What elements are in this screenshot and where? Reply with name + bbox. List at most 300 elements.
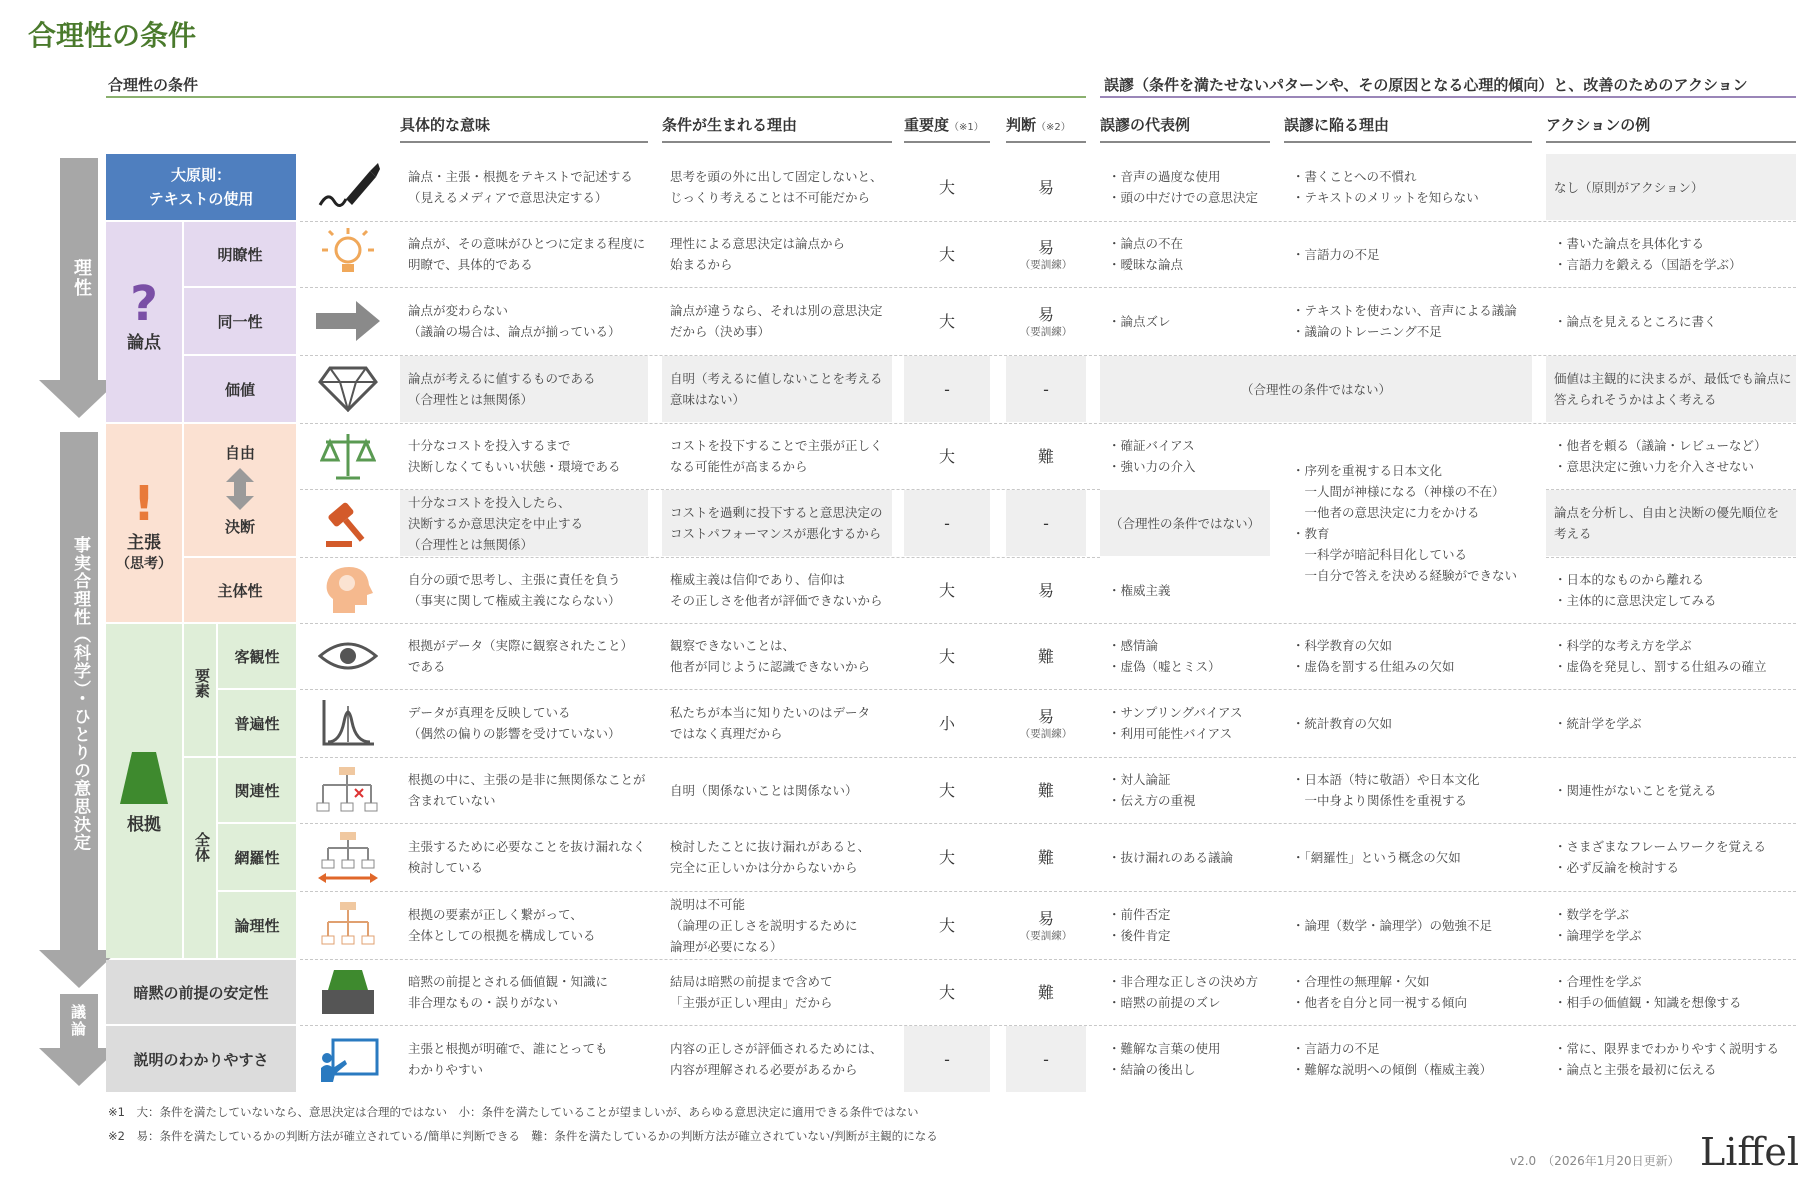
row-label-value: 価値 — [184, 356, 296, 422]
importance-value: - — [944, 1049, 950, 1069]
cell-reason-line: 結局は暗黙の前提まで含めて — [670, 974, 833, 989]
cell-fallacy-reason-line: ・他者を自分と同一視する傾向 — [1292, 995, 1468, 1010]
cell-reason — [670, 624, 892, 688]
cell-meaning-line: 明瞭で、具体的である — [408, 257, 533, 272]
cell-fallacy-line: ・確証バイアス — [1108, 438, 1195, 453]
importance-value: 大 — [938, 646, 955, 666]
footnote-2: ※2 易：条件を満たしているかの判断方法が確立されている/簡単に判断できる 難：条件を満たしているかの判断方法が確立されていない/判断が主観的になる — [108, 1129, 938, 1143]
cell-action-line: 論点を分析し、自由と決断の優先順位を — [1554, 505, 1780, 520]
cell-fallacy-reason-line: ・テキストを使わない、音声による議論 — [1292, 303, 1517, 318]
cell-importance — [904, 154, 990, 220]
judgment-note: （要訓練） — [1019, 258, 1073, 271]
cell-reason-line: コストを投下することで主張が正しく — [670, 438, 883, 453]
cell-fallacy — [1108, 154, 1270, 220]
cell-meaning-line: わかりやすい — [408, 1062, 484, 1077]
cell-importance — [904, 960, 990, 1024]
cell-judgment — [1006, 222, 1086, 286]
cell-fallacy-line: ・伝え方の重視 — [1108, 793, 1196, 808]
judgment-value: - — [1043, 513, 1049, 533]
cell-reason — [670, 356, 892, 422]
cell-judgment — [1006, 824, 1086, 890]
cell-judgment — [1006, 490, 1086, 556]
section-underline-right — [1100, 96, 1796, 98]
version-text: v2.0 （2026年1月20日更新） — [1510, 1154, 1680, 1168]
cell-fallacy — [1108, 892, 1270, 958]
cell-meaning-line: 含まれていない — [408, 793, 496, 808]
cell-meaning-line: 非合理なもの・誤りがない — [408, 995, 559, 1010]
section-label-fallacy: 誤謬（条件を満たせないパターンや、その原因となる心理的傾向）と、改善のためのアクション — [1104, 76, 1748, 94]
cell-action — [1554, 758, 1796, 822]
cell-fallacy — [1108, 1026, 1270, 1092]
importance-value: 大 — [938, 177, 955, 197]
cell-fallacy-reason-line: ・議論のトレーニング不足 — [1292, 324, 1442, 339]
cell-action-line: ・数学を学ぶ — [1554, 907, 1630, 922]
cell-meaning-line: （偶然の偏りの影響を受けていない） — [408, 726, 621, 741]
cell-fallacy-line: （合理性の条件ではない） — [1109, 515, 1260, 531]
importance-value: 大 — [938, 446, 955, 466]
cell-judgment — [1006, 960, 1086, 1024]
row-label-freedom: 自由 — [224, 444, 255, 462]
brain-icon — [300, 558, 396, 622]
cell-fallacy-reason — [1292, 758, 1532, 822]
pen-icon — [300, 154, 396, 220]
cell-action — [1554, 154, 1796, 220]
cell-fallacy — [1108, 690, 1270, 756]
row-label-explanation: 説明のわかりやすさ — [106, 1026, 296, 1092]
cell-meaning-line: 検討している — [408, 860, 484, 875]
group-evidence-label: 根拠 — [127, 815, 161, 835]
diamond-icon — [300, 356, 396, 422]
cell-action — [1554, 1026, 1796, 1092]
cell-meaning — [408, 892, 648, 958]
cell-fallacy-reason-line: ・テキストのメリットを知らない — [1292, 190, 1479, 205]
cell-reason-line: コストパフォーマンスが悪化するから — [670, 526, 882, 541]
exclamation-icon: ! — [133, 476, 155, 532]
cell-meaning-line: 十分なコストを投入するまで — [408, 438, 571, 453]
cell-importance — [904, 222, 990, 286]
cell-reason-line: 自明（考えるに値しないことを考える — [670, 371, 883, 386]
cell-reason-line: 理性による意思決定は論点から — [670, 236, 846, 251]
cell-meaning-line: 決断するか意思決定を中止する — [408, 515, 584, 531]
cell-reason-line: 意味はない） — [670, 392, 746, 407]
cell-meaning — [408, 690, 648, 756]
presentation-icon — [300, 1026, 396, 1092]
cell-fallacy-reason — [1292, 288, 1532, 354]
cell-reason-line: 私たちが本当に知りたいのはデータ — [670, 705, 871, 720]
cell-fallacy-line: ・虚偽（嘘とミス） — [1108, 659, 1221, 674]
cell-judgment — [1006, 424, 1086, 488]
cell-fallacy — [1108, 960, 1270, 1024]
cell-reason — [670, 690, 892, 756]
cell-meaning-line: 論点が考えるに値するものである — [408, 371, 596, 386]
cell-fallacy — [1108, 424, 1270, 488]
cell-reason — [670, 490, 892, 556]
cell-action-line: 価値は主観的に決まるが、最低でも論点に — [1554, 371, 1792, 386]
importance-value: - — [944, 379, 950, 399]
cell-action-line: ・論理学を学ぶ — [1554, 928, 1642, 943]
cell-meaning-line: である — [408, 659, 446, 674]
cell-fallacy-line: ・論点ズレ — [1108, 313, 1171, 329]
cell-meaning-line: 主張するために必要なことを抜け漏れなく — [408, 839, 646, 854]
group-issue-label: 論点 — [127, 333, 161, 353]
importance-value: 大 — [938, 847, 955, 867]
cell-importance — [904, 892, 990, 958]
cell-meaning — [408, 960, 648, 1024]
importance-value: 大 — [938, 311, 955, 331]
cell-reason-line: 論理が必要になる） — [670, 938, 783, 954]
cell-action — [1554, 490, 1796, 556]
cell-fallacy-line: ・曖昧な論点 — [1108, 257, 1184, 272]
cell-reason — [670, 288, 892, 354]
cell-reason-line: 思考を頭の外に出して固定しないと、 — [670, 169, 883, 184]
cell-fallacy-line: ・強い力の介入 — [1108, 459, 1196, 474]
cell-fallacy-reason-line: 一他者の意思決定に力をかける — [1292, 505, 1480, 520]
cell-action-line: ・日本的なものから離れる — [1554, 572, 1705, 587]
freedom-decision-block — [184, 424, 296, 556]
cell-fallacy-reason — [1292, 154, 1532, 220]
cell-fallacy-line: ・暗黙の前提のズレ — [1108, 995, 1221, 1010]
judgment-value: 易 — [1037, 177, 1054, 197]
group-claim-label: 主張 — [127, 533, 161, 553]
cell-reason-line: 説明は不可能 — [670, 896, 746, 912]
cell-action-line: ・論点を見えるところに書く — [1554, 313, 1717, 329]
cell-judgment — [1006, 758, 1086, 822]
cell-fallacy-reason-line: ・論理（数学・論理学）の勉強不足 — [1292, 917, 1493, 933]
cell-fallacy-line: ・結論の後出し — [1108, 1062, 1196, 1077]
cell-meaning-line: 主張と根拠が明確で、誰にとっても — [408, 1041, 608, 1056]
cell-fallacy — [1108, 824, 1270, 890]
cell-fallacy-line: ・難解な言葉の使用 — [1108, 1041, 1221, 1056]
cell-action-line: ・相手の価値観・知識を想像する — [1554, 995, 1742, 1010]
cell-fallacy-reason — [1292, 690, 1532, 756]
cell-fallacy-reason-line: ・教育 — [1292, 526, 1330, 541]
section-underline-left — [106, 96, 1086, 98]
header-fallacy: 誤謬の代表例 — [1100, 114, 1270, 143]
cell-reason-line: 論点が違うなら、それは別の意思決定 — [670, 303, 883, 318]
cell-action-line: ・虚偽を発見し、罰する仕組みの確立 — [1554, 659, 1767, 674]
cell-fallacy-line: ・サンプリングバイアス — [1108, 705, 1243, 720]
cell-action — [1554, 624, 1796, 688]
importance-value: 大 — [938, 580, 955, 600]
cell-fallacy-reason — [1292, 892, 1532, 958]
judgment-value: 難 — [1037, 780, 1054, 800]
principle-label: 大原則： テキストの使用 — [106, 154, 296, 220]
row-label-relevance: 関連性 — [218, 758, 296, 822]
cell-meaning-line: 根拠がデータ（実際に観察されたこと） — [408, 638, 634, 653]
cell-reason — [670, 558, 892, 622]
cell-fallacy-reason-line: ・言語力の不足 — [1292, 246, 1380, 262]
judgment-value: 易 — [1037, 580, 1054, 600]
cell-meaning-line: 論点が、その意味がひとつに定まる程度に — [408, 236, 646, 251]
row-label-decision: 決断 — [224, 518, 255, 536]
cell-importance — [904, 558, 990, 622]
group-element — [184, 624, 216, 756]
cell-meaning — [408, 1026, 648, 1092]
page-title: 合理性の条件 — [28, 19, 197, 52]
cell-reason — [670, 1026, 892, 1092]
cell-reason-line: 権威主義は信仰であり、信仰は — [670, 572, 846, 587]
cell-reason — [670, 824, 892, 890]
cell-action — [1554, 356, 1796, 422]
cell-fallacy-reason-line: 一中身より関係性を重視する — [1292, 793, 1468, 808]
cell-meaning-line: 全体としての根拠を構成している — [408, 928, 596, 943]
row-label-universality: 普遍性 — [218, 690, 296, 756]
cell-meaning-line: （合理性とは無関係） — [408, 536, 534, 552]
judgment-value: 易 — [1037, 304, 1054, 324]
cell-meaning-line: （見えるメディアで意思決定する） — [408, 190, 608, 205]
judgment-value: - — [1043, 1049, 1049, 1069]
judgment-note: （要訓練） — [1019, 929, 1073, 942]
cell-reason — [670, 758, 892, 822]
cell-fallacy-line: ・後件肯定 — [1108, 928, 1171, 943]
group-evidence — [106, 624, 182, 958]
cell-fallacy-line: ・前件否定 — [1108, 907, 1171, 922]
cell-meaning — [408, 222, 648, 286]
cell-meaning-line: （合理性とは無関係） — [408, 392, 534, 407]
cell-judgment — [1006, 624, 1086, 688]
cell-fallacy-reason-line: ・日本語（特に敬語）や日本文化 — [1292, 772, 1480, 787]
cell-meaning — [408, 154, 648, 220]
header-fallacy-reason: 誤謬に陥る理由 — [1284, 114, 1532, 143]
eye-icon — [300, 624, 396, 688]
cell-reason-line: じっくり考えることは不可能だから — [670, 190, 871, 205]
cell-fallacy-reason-line: ・書くことへの不慣れ — [1292, 169, 1417, 184]
cell-fallacy-line: ・利用可能性バイアス — [1108, 726, 1233, 741]
cell-action-line: 考える — [1554, 526, 1592, 541]
row-label-coverage: 網羅性 — [218, 824, 296, 890]
arrow-right-icon — [300, 288, 396, 354]
cell-fallacy — [1108, 222, 1270, 286]
group-whole-label: 全体 — [193, 832, 211, 862]
cell-action-line: ・言語力を鍛える（国語を学ぶ） — [1554, 257, 1742, 272]
cell-meaning — [408, 424, 648, 488]
cell-action-line: なし（原則がアクション） — [1554, 179, 1704, 195]
cell-judgment — [1006, 1026, 1086, 1092]
importance-value: 大 — [938, 244, 955, 264]
cell-judgment — [1006, 288, 1086, 354]
cell-action-line: 答えられそうかはよく考える — [1554, 392, 1717, 407]
cell-reason — [670, 960, 892, 1024]
base-icon — [300, 960, 396, 1024]
cell-action-line: ・さまざまなフレームワークを覚える — [1554, 839, 1767, 854]
cell-action — [1554, 424, 1796, 488]
cell-reason-line: その正しさを他者が評価できないから — [670, 593, 883, 608]
brand-logo: Liffel — [1700, 1130, 1800, 1174]
cell-meaning-line: 自分の頭で思考し、主張に責任を負う — [408, 572, 621, 587]
judgment-note: （要訓練） — [1019, 727, 1073, 740]
judgment-value: 易 — [1037, 908, 1054, 928]
group-claim — [106, 424, 182, 622]
cell-reason-line: 検討したことに抜け漏れがあると、 — [670, 839, 871, 854]
cell-action — [1554, 960, 1796, 1024]
cell-meaning-line: 根拠の要素が正しく繋がって、 — [408, 907, 583, 922]
header-judgment: 判断（※2） — [1006, 114, 1086, 143]
cell-meaning — [408, 558, 648, 622]
cell-meaning-line: 論点・主張・根拠をテキストで記述する — [408, 169, 633, 184]
cell-meaning — [408, 758, 648, 822]
cell-meaning-line: 十分なコストを投入したら、 — [408, 494, 571, 510]
cell-meaning-line: 暗黙の前提とされる価値観・知識に — [408, 974, 609, 989]
cell-importance — [904, 824, 990, 890]
row-label-autonomy: 主体性 — [184, 558, 296, 622]
importance-value: 小 — [938, 713, 955, 733]
updown-arrow-icon — [226, 468, 254, 510]
cell-fallacy-reason — [1292, 960, 1532, 1024]
cell-fallacy-line: ・音声の過度な使用 — [1108, 169, 1221, 184]
cell-fallacy-reason — [1292, 1026, 1532, 1092]
cell-action-line: ・主体的に意思決定してみる — [1554, 593, 1717, 608]
cell-meaning — [408, 356, 648, 422]
cell-action-line: ・合理性を学ぶ — [1554, 974, 1642, 989]
cell-reason-line: なる可能性が高まるから — [670, 459, 808, 474]
cell-meaning-line: 論点が変わらない — [408, 303, 509, 318]
cell-meaning-line: 根拠の中に、主張の是非に無関係なことが — [408, 772, 646, 787]
cell-fallacy-reason-line: ・「網羅性」という概念の欠如 — [1292, 849, 1461, 865]
question-icon: ? — [130, 276, 158, 332]
cell-fallacy — [1100, 490, 1270, 556]
gavel-icon — [300, 490, 396, 556]
cell-fallacy — [1100, 356, 1532, 422]
cell-reason-line: 完全に正しいかは分からないから — [670, 860, 858, 875]
tree-icon — [300, 892, 396, 958]
tree-width-icon — [300, 824, 396, 890]
cell-importance — [904, 758, 990, 822]
cell-action-line: ・常に、限界までわかりやすく説明する — [1554, 1041, 1780, 1056]
distribution-icon — [300, 690, 396, 756]
header-reason: 条件が生まれる理由 — [662, 114, 892, 143]
cell-fallacy-line: ・論点の不在 — [1108, 236, 1184, 251]
cell-action — [1554, 558, 1796, 622]
cell-reason-line: 他者が同じように認識できないから — [670, 659, 871, 674]
cell-fallacy-reason-line: ・序列を重視する日本文化 — [1292, 463, 1443, 478]
cell-judgment — [1006, 356, 1086, 422]
cell-reason — [670, 154, 892, 220]
cell-fallacy-line: ・抜け漏れのある議論 — [1108, 849, 1234, 865]
scales-icon — [300, 424, 396, 488]
cell-action — [1554, 288, 1796, 354]
cell-fallacy-reason — [1292, 624, 1532, 688]
cell-fallacy-reason-line: 一科学が暗記科目化している — [1292, 547, 1468, 562]
cell-fallacy-reason — [1292, 222, 1532, 286]
importance-value: 大 — [938, 915, 955, 935]
judgment-value: 難 — [1037, 646, 1054, 666]
cell-fallacy-reason-line: 一人間が神様になる（神様の不在） — [1292, 484, 1505, 499]
cell-fallacy-reason-line: ・科学教育の欠如 — [1292, 638, 1393, 653]
cell-reason-line: ではなく真理だから — [670, 726, 783, 741]
cell-fallacy — [1108, 288, 1270, 354]
cell-importance — [904, 624, 990, 688]
cell-fallacy-reason-line: ・言語力の不足 — [1292, 1041, 1380, 1056]
cell-fallacy-reason-line: ・統計教育の欠如 — [1292, 715, 1393, 731]
group-whole — [184, 758, 216, 958]
cell-meaning-line: （議論の場合は、論点が揃っている） — [408, 324, 621, 339]
cell-action-line: ・統計学を学ぶ — [1554, 715, 1642, 731]
cell-importance — [904, 356, 990, 422]
row-label-logic: 論理性 — [218, 892, 296, 958]
cell-judgment — [1006, 154, 1086, 220]
section-label-conditions: 合理性の条件 — [108, 76, 199, 94]
importance-value: 大 — [938, 780, 955, 800]
group-issue — [106, 222, 182, 422]
cell-fallacy-line: ・非合理な正しさの決め方 — [1108, 974, 1259, 989]
cell-reason — [670, 222, 892, 286]
cell-action-line: ・意思決定に強い力を介入させない — [1554, 459, 1755, 474]
cell-fallacy — [1108, 558, 1270, 622]
cell-reason-line: 内容の正しさが評価されるためには、 — [670, 1041, 883, 1056]
importance-value: 大 — [938, 982, 955, 1002]
judgment-value: 難 — [1037, 847, 1054, 867]
header-action: アクションの例 — [1546, 114, 1796, 143]
cell-meaning-line: （事実に関して権威主義にならない） — [408, 593, 621, 608]
cell-action-line: ・関連性がないことを覚える — [1554, 782, 1717, 798]
cell-reason-line: 始まるから — [670, 257, 733, 272]
row-label-identity: 同一性 — [184, 288, 296, 354]
cell-reason-line: だから（決め事） — [670, 324, 771, 339]
cell-reason-line: 「主張が正しい理由」だから — [670, 995, 833, 1010]
cell-importance — [904, 288, 990, 354]
cell-meaning — [408, 624, 648, 688]
cell-meaning — [408, 490, 648, 556]
cell-reason — [670, 424, 892, 488]
cell-importance — [904, 1026, 990, 1092]
cell-reason-line: 観察できないことは、 — [670, 638, 796, 653]
cell-judgment — [1006, 558, 1086, 622]
judgment-value: 易 — [1037, 706, 1054, 726]
group-element-label: 要素 — [193, 668, 211, 698]
header-importance: 重要度（※1） — [904, 114, 990, 143]
cell-judgment — [1006, 892, 1086, 958]
cell-meaning-line: 決断しなくてもいい状態・環境である — [408, 459, 621, 474]
cell-fallacy-reason-line: ・虚偽を罰する仕組みの欠如 — [1292, 659, 1455, 674]
cell-fallacy-line: ・頭の中だけでの意思決定 — [1108, 190, 1259, 205]
cell-action-line: ・書いた論点を具体化する — [1554, 236, 1705, 251]
cell-action — [1554, 222, 1796, 286]
cell-reason-line: （論理の正しさを説明するために — [670, 917, 858, 933]
row-label-clarity: 明瞭性 — [184, 222, 296, 286]
cell-meaning — [408, 824, 648, 890]
cell-action — [1554, 690, 1796, 756]
cell-meaning-line: データが真理を反映している — [408, 705, 571, 720]
judgment-value: 難 — [1037, 982, 1054, 1002]
lightbulb-icon — [300, 222, 396, 286]
arrow-debate-label: 議論 — [69, 1004, 87, 1038]
cell-reason-line: 自明（関係ないことは関係ない） — [670, 782, 858, 798]
cell-action — [1554, 824, 1796, 890]
cell-action-line: ・他者を頼る（議論・レビューなど） — [1554, 438, 1767, 453]
cell-fallacy — [1108, 624, 1270, 688]
cell-importance — [904, 490, 990, 556]
cell-fallacy-line: （合理性の条件ではない） — [1240, 381, 1391, 397]
judgment-value: 難 — [1037, 446, 1054, 466]
judgment-value: - — [1043, 379, 1049, 399]
cell-fallacy — [1108, 758, 1270, 822]
cell-reason-line: コストを過剰に投下すると意思決定の — [670, 505, 883, 520]
cell-reason-line: 内容が理解される必要があるから — [670, 1062, 858, 1077]
cell-meaning — [408, 288, 648, 354]
judgment-note: （要訓練） — [1019, 325, 1073, 338]
arrow-factual-label: 事実合理性（科学）・ひとりの意思決定 — [70, 536, 90, 852]
importance-value: - — [944, 513, 950, 533]
row-label-objectivity: 客観性 — [218, 624, 296, 688]
cell-fallacy-reason-line: ・合理性の無理解・欠如 — [1292, 974, 1430, 989]
cell-fallacy-line: ・権威主義 — [1108, 582, 1171, 598]
cell-importance — [904, 690, 990, 756]
cell-action-line: ・科学的な考え方を学ぶ — [1554, 638, 1692, 653]
row-label-implicit-premise: 暗黙の前提の安定性 — [106, 960, 296, 1024]
cell-importance — [904, 424, 990, 488]
cell-reason — [670, 892, 892, 958]
cell-fallacy-reason — [1292, 424, 1532, 622]
